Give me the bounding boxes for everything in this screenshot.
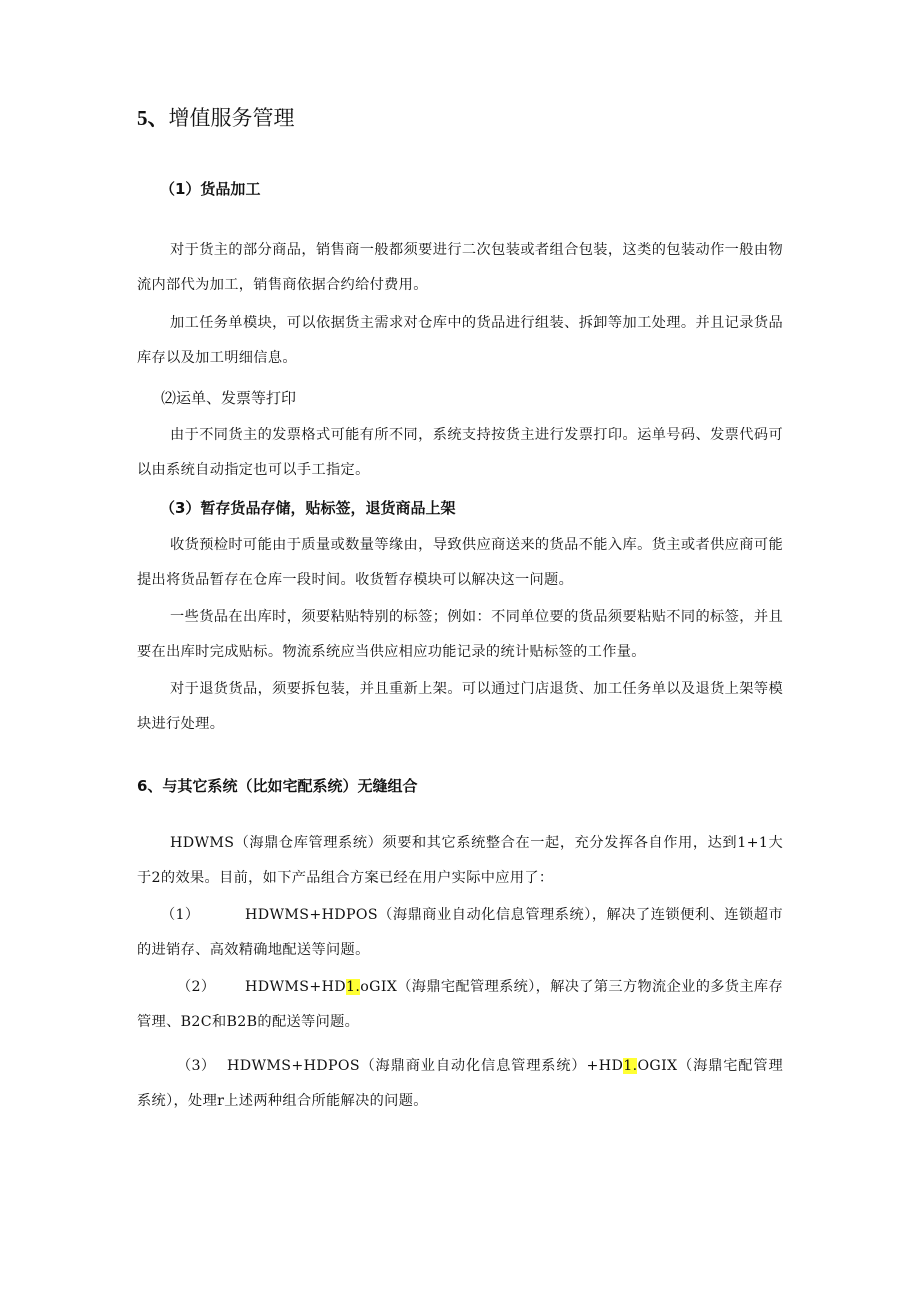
paragraph: 对于货主的部分商品，销售商一般都须要进行二次包装或者组合包装，这类的包装动作一般由物流内部代为加工，销售商依据合约给付费用。 (137, 242, 783, 293)
subheading-storage-labeling: （3）暂存货品存储，贴标签，退货商品上架 (160, 499, 456, 517)
paragraph: 加工任务单模块，可以依据货主需求对仓库中的货品进行组装、拆卸等加工处理。并且记录货品库存以及加工明细信息。 (137, 315, 783, 366)
list-item (137, 898, 783, 968)
paragraph: 收货预检时可能由于质量或数量等缘由，导致供应商送来的货品不能入库。货主或者供应商可能提出将货品暂存在仓库一段时间。收货暂存模块可以解决这一问题。 (137, 537, 783, 588)
section6-heading: 6、与其它系统（比如宅配系统）无缝组合 (137, 777, 418, 795)
list-item-text: HDWMS+HDPOS（海鼎商业自动化信息管理系统）+HD (227, 1058, 624, 1074)
section5-number: 5、 (137, 106, 169, 130)
highlighted-text: 1. (623, 1058, 638, 1074)
list-item-index: （3） (177, 1058, 216, 1074)
section5-title: 增值服务管理 (168, 106, 295, 130)
paragraph: 由于不同货主的发票格式可能有所不同，系统支持按货主进行发票打印。运单号码、发票代码可以由系统自动指定也可以手工指定。 (137, 427, 783, 478)
list-item-text: HDWMS+HD (245, 979, 347, 995)
list-item-text: HDWMS+HDPOS（海鼎商业自动化信息管理系统），解决了连锁便利、连锁超市的进销存、高效精确地配送等问题。 (137, 907, 783, 958)
list-item (137, 1049, 783, 1119)
paragraph: 对于退货货品，须要拆包装，并且重新上架。可以通过门店退货、加工任务单以及退货上架等模块进行处理。 (137, 681, 783, 732)
paragraph: HDWMS（海鼎仓库管理系统）须要和其它系统整合在一起，充分发挥各自作用，达到1+1大于2的效果。目前，如下产品组合方案已经在用户实际中应用了： (137, 835, 783, 886)
list-item (137, 970, 783, 1040)
highlighted-text: 1. (346, 979, 361, 995)
paragraph: 一些货品在出库时，须要粘贴特别的标签；例如：不同单位要的货品须要粘贴不同的标签，并且要在出库时完成贴标。物流系统应当供应相应功能记录的统计贴标签的工作量。 (137, 609, 783, 660)
section5-heading (137, 102, 295, 132)
list-item-index: （1） (161, 907, 200, 923)
subheading-printing: ⑵运单、发票等打印 (161, 389, 297, 407)
list-item-text: OGIX（海鼎宅配管理系统），处理r上述两种组合所能解决的问题。 (137, 1058, 783, 1109)
subheading-processing: （1）货品加工 (160, 180, 261, 198)
list-item-index: （2） (177, 979, 216, 995)
list-item-text: oGIX（海鼎宅配管理系统），解决了第三方物流企业的多货主库存管理、B2C和B2B的配送等问题。 (137, 979, 783, 1030)
